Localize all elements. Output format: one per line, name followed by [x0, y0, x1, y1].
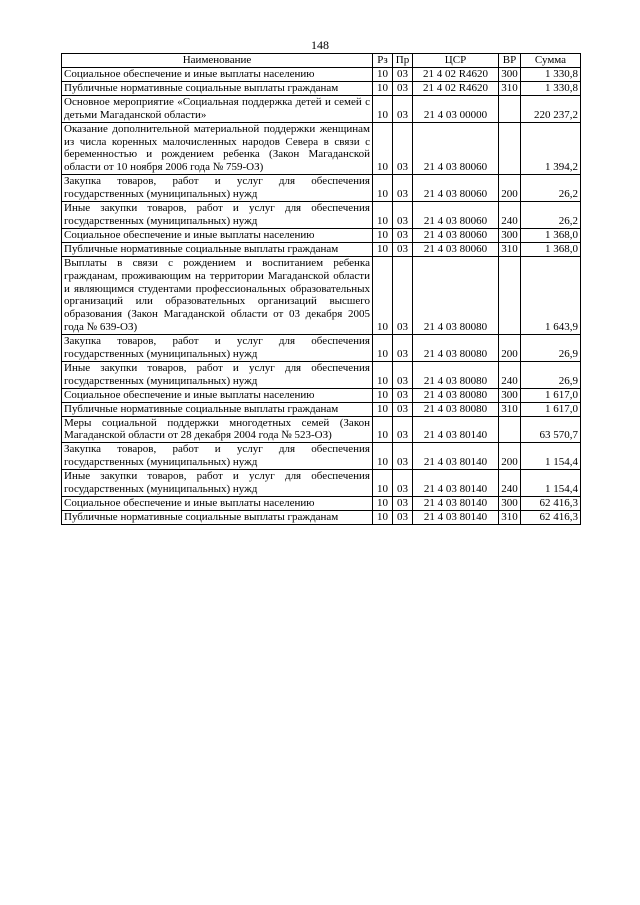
cell-pr: 03 — [393, 81, 413, 95]
table-body — [62, 68, 581, 525]
header-sum: Сумма — [521, 54, 581, 68]
cell-sum: 63 570,7 — [521, 416, 581, 443]
cell-vr: 300 — [499, 68, 521, 82]
cell-name: Иные закупки товаров, работ и услуг для обеспечения государственных (муниципальных) нужд — [62, 470, 373, 497]
cell-sum: 26,9 — [521, 335, 581, 362]
cell-vr — [499, 256, 521, 334]
cell-pr: 03 — [393, 68, 413, 82]
cell-csr: 21 4 02 R4620 — [413, 68, 499, 82]
cell-sum: 1 368,0 — [521, 242, 581, 256]
cell-name: Закупка товаров, работ и услуг для обеспечения государственных (муниципальных) нужд — [62, 335, 373, 362]
cell-rz: 10 — [373, 335, 393, 362]
header-vr: ВР — [499, 54, 521, 68]
cell-pr: 03 — [393, 242, 413, 256]
cell-rz: 10 — [373, 228, 393, 242]
table-row — [62, 470, 581, 497]
table-row — [62, 95, 581, 122]
cell-csr: 21 4 03 80140 — [413, 443, 499, 470]
cell-pr: 03 — [393, 470, 413, 497]
cell-sum: 1 154,4 — [521, 470, 581, 497]
cell-sum: 220 237,2 — [521, 95, 581, 122]
header-rz: Рз — [373, 54, 393, 68]
cell-vr: 310 — [499, 510, 521, 524]
table-row — [62, 81, 581, 95]
cell-sum: 1 368,0 — [521, 228, 581, 242]
cell-pr: 03 — [393, 122, 413, 175]
cell-name: Оказание дополнительной материальной поддержки женщинам из числа коренных малочисленных народов Севера в связи с беременностью и рождением ребенка (Закон Магаданской области от 10 ноября 2006 года № 759-ОЗ) — [62, 122, 373, 175]
cell-pr: 03 — [393, 335, 413, 362]
cell-vr — [499, 416, 521, 443]
cell-csr: 21 4 03 80080 — [413, 361, 499, 388]
cell-name: Публичные нормативные социальные выплаты гражданам — [62, 242, 373, 256]
table-row — [62, 361, 581, 388]
cell-csr: 21 4 03 80080 — [413, 402, 499, 416]
cell-rz: 10 — [373, 68, 393, 82]
table-row — [62, 388, 581, 402]
cell-pr: 03 — [393, 510, 413, 524]
cell-rz: 10 — [373, 402, 393, 416]
cell-pr: 03 — [393, 388, 413, 402]
cell-pr: 03 — [393, 228, 413, 242]
cell-name: Публичные нормативные социальные выплаты гражданам — [62, 81, 373, 95]
cell-pr: 03 — [393, 95, 413, 122]
cell-name: Меры социальной поддержки многодетных семей (Закон Магаданской области от 28 декабря 2004 года № 523-ОЗ) — [62, 416, 373, 443]
cell-rz: 10 — [373, 416, 393, 443]
table-row — [62, 122, 581, 175]
cell-sum: 1 330,8 — [521, 68, 581, 82]
cell-csr: 21 4 03 80140 — [413, 470, 499, 497]
cell-name: Иные закупки товаров, работ и услуг для обеспечения государственных (муниципальных) нужд — [62, 202, 373, 229]
cell-sum: 1 394,2 — [521, 122, 581, 175]
cell-rz: 10 — [373, 510, 393, 524]
cell-sum: 1 617,0 — [521, 402, 581, 416]
cell-vr: 200 — [499, 443, 521, 470]
cell-sum: 1 154,4 — [521, 443, 581, 470]
cell-name: Социальное обеспечение и иные выплаты населению — [62, 228, 373, 242]
table-row — [62, 256, 581, 334]
cell-csr: 21 4 03 00000 — [413, 95, 499, 122]
cell-csr: 21 4 03 80080 — [413, 388, 499, 402]
table-row — [62, 402, 581, 416]
cell-csr: 21 4 03 80080 — [413, 335, 499, 362]
page-number: 148 — [311, 38, 329, 52]
table-row — [62, 510, 581, 524]
cell-name: Выплаты в связи с рождением и воспитанием ребенка гражданам, проживающим на территории Магаданской области и являющимся студентами профессиональных образовательных организаций или образовательных организаций высшего образования (Закон Магаданской области от 03 декабря 2005 года № 639-ОЗ) — [62, 256, 373, 334]
table-row — [62, 68, 581, 82]
cell-pr: 03 — [393, 175, 413, 202]
cell-rz: 10 — [373, 470, 393, 497]
table-row — [62, 242, 581, 256]
cell-vr: 300 — [499, 497, 521, 511]
cell-name: Публичные нормативные социальные выплаты гражданам — [62, 510, 373, 524]
cell-vr: 200 — [499, 335, 521, 362]
cell-rz: 10 — [373, 202, 393, 229]
cell-pr: 03 — [393, 443, 413, 470]
cell-rz: 10 — [373, 497, 393, 511]
cell-name: Социальное обеспечение и иные выплаты населению — [62, 388, 373, 402]
cell-pr: 03 — [393, 416, 413, 443]
cell-vr: 200 — [499, 175, 521, 202]
header-pr: Пр — [393, 54, 413, 68]
cell-vr: 310 — [499, 242, 521, 256]
cell-csr: 21 4 03 80140 — [413, 497, 499, 511]
cell-vr: 240 — [499, 202, 521, 229]
cell-rz: 10 — [373, 95, 393, 122]
cell-sum: 1 643,9 — [521, 256, 581, 334]
cell-name: Закупка товаров, работ и услуг для обеспечения государственных (муниципальных) нужд — [62, 175, 373, 202]
cell-sum: 26,2 — [521, 202, 581, 229]
cell-pr: 03 — [393, 497, 413, 511]
table-header-row — [62, 54, 581, 68]
cell-sum: 26,9 — [521, 361, 581, 388]
cell-csr: 21 4 03 80140 — [413, 416, 499, 443]
cell-vr: 240 — [499, 470, 521, 497]
cell-csr: 21 4 03 80060 — [413, 228, 499, 242]
cell-csr: 21 4 02 R4620 — [413, 81, 499, 95]
cell-pr: 03 — [393, 361, 413, 388]
table-row — [62, 443, 581, 470]
cell-vr: 300 — [499, 388, 521, 402]
table-row — [62, 497, 581, 511]
cell-vr: 240 — [499, 361, 521, 388]
cell-rz: 10 — [373, 361, 393, 388]
cell-pr: 03 — [393, 202, 413, 229]
cell-csr: 21 4 03 80140 — [413, 510, 499, 524]
cell-pr: 03 — [393, 256, 413, 334]
cell-name: Социальное обеспечение и иные выплаты населению — [62, 68, 373, 82]
table-row — [62, 335, 581, 362]
cell-vr: 300 — [499, 228, 521, 242]
cell-rz: 10 — [373, 175, 393, 202]
cell-pr: 03 — [393, 402, 413, 416]
cell-sum: 62 416,3 — [521, 497, 581, 511]
table-row — [62, 228, 581, 242]
cell-rz: 10 — [373, 388, 393, 402]
cell-rz: 10 — [373, 256, 393, 334]
cell-name: Иные закупки товаров, работ и услуг для обеспечения государственных (муниципальных) нужд — [62, 361, 373, 388]
header-name: Наименование — [62, 54, 373, 68]
cell-rz: 10 — [373, 122, 393, 175]
cell-sum: 1 617,0 — [521, 388, 581, 402]
budget-table — [61, 53, 581, 525]
cell-sum: 26,2 — [521, 175, 581, 202]
table-row — [62, 175, 581, 202]
cell-csr: 21 4 03 80060 — [413, 122, 499, 175]
cell-csr: 21 4 03 80060 — [413, 175, 499, 202]
cell-csr: 21 4 03 80060 — [413, 202, 499, 229]
cell-name: Публичные нормативные социальные выплаты гражданам — [62, 402, 373, 416]
cell-name: Социальное обеспечение и иные выплаты населению — [62, 497, 373, 511]
cell-name: Закупка товаров, работ и услуг для обеспечения государственных (муниципальных) нужд — [62, 443, 373, 470]
cell-vr: 310 — [499, 81, 521, 95]
cell-vr: 310 — [499, 402, 521, 416]
cell-name: Основное мероприятие «Социальная поддержка детей и семей с детьми Магаданской области» — [62, 95, 373, 122]
cell-sum: 1 330,8 — [521, 81, 581, 95]
cell-csr: 21 4 03 80060 — [413, 242, 499, 256]
cell-rz: 10 — [373, 443, 393, 470]
cell-vr — [499, 122, 521, 175]
cell-sum: 62 416,3 — [521, 510, 581, 524]
header-csr: ЦСР — [413, 54, 499, 68]
cell-csr: 21 4 03 80080 — [413, 256, 499, 334]
cell-vr — [499, 95, 521, 122]
cell-rz: 10 — [373, 81, 393, 95]
table-row — [62, 202, 581, 229]
table-row — [62, 416, 581, 443]
cell-rz: 10 — [373, 242, 393, 256]
